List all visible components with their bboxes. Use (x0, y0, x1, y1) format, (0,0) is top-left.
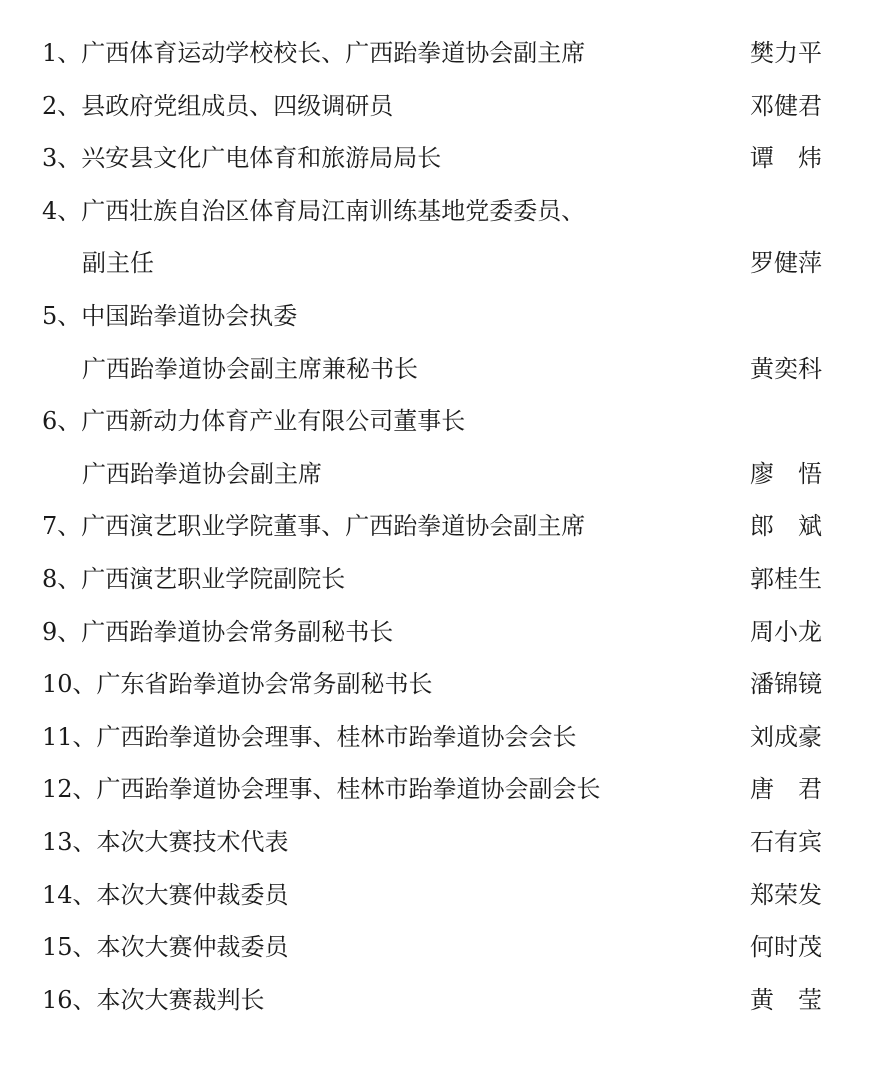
list-row-7 (0, 500, 875, 553)
list-row-4-continued (0, 237, 875, 290)
list-row-11 (0, 711, 875, 764)
entry-title: 16、本次大赛裁判长 (42, 985, 265, 1014)
list-row-14 (0, 869, 875, 922)
entry-title: 3、兴安县文化广电体育和旅游局局长 (42, 144, 442, 173)
list-row-1 (0, 27, 875, 80)
entry-title-continued: 副主任 (82, 249, 154, 278)
entry-title: 15、本次大赛仲裁委员 (42, 933, 289, 962)
entry-title: 2、县政府党组成员、四级调研员 (42, 91, 394, 120)
entry-title: 6、广西新动力体育产业有限公司董事长 (42, 407, 466, 436)
entry-name: 唐 君 (750, 775, 822, 804)
entry-name: 何时茂 (750, 933, 822, 962)
entry-name: 郑荣发 (750, 880, 822, 909)
list-row-4 (0, 185, 875, 238)
list-row-6-continued (0, 448, 875, 501)
entry-title: 8、广西演艺职业学院副院长 (42, 564, 346, 593)
entry-name: 罗健萍 (750, 249, 822, 278)
entry-title-continued: 广西跆拳道协会副主席 (82, 459, 322, 488)
list-row-15 (0, 921, 875, 974)
entry-name: 廖 悟 (750, 459, 822, 488)
entry-name: 邓健君 (750, 91, 822, 120)
entry-title: 9、广西跆拳道协会常务副秘书长 (42, 617, 394, 646)
list-row-2 (0, 80, 875, 133)
entry-name: 樊力平 (750, 39, 822, 67)
entry-name: 黄 莹 (750, 985, 822, 1014)
list-row-12 (0, 763, 875, 816)
entry-title-continued: 广西跆拳道协会副主席兼秘书长 (82, 354, 418, 383)
entry-name: 石有宾 (750, 827, 822, 856)
entry-name: 周小龙 (750, 617, 822, 646)
list-row-3 (0, 132, 875, 185)
entry-title: 11、广西跆拳道协会理事、桂林市跆拳道协会会长 (42, 722, 577, 751)
entry-title: 7、广西演艺职业学院董事、广西跆拳道协会副主席 (42, 512, 586, 541)
list-row-16 (0, 974, 875, 1027)
list-row-6 (0, 395, 875, 448)
entry-name: 郭桂生 (750, 564, 822, 593)
entry-name: 刘成豪 (750, 722, 822, 751)
list-row-9 (0, 606, 875, 659)
entry-name: 潘锦镜 (750, 670, 822, 699)
list-row-8 (0, 553, 875, 606)
list-row-10 (0, 658, 875, 711)
entry-title: 10、广东省跆拳道协会常务副秘书长 (42, 670, 433, 699)
entry-title: 13、本次大赛技术代表 (42, 827, 289, 856)
list-row-5 (0, 290, 875, 343)
entry-title: 14、本次大赛仲裁委员 (42, 880, 289, 909)
entry-name: 黄奕科 (750, 354, 822, 383)
guest-list (0, 27, 875, 1026)
list-row-5-continued (0, 343, 875, 396)
list-row-13 (0, 816, 875, 869)
entry-title: 1、广西体育运动学校校长、广西跆拳道协会副主席 (42, 39, 586, 67)
entry-name: 郎 斌 (750, 512, 822, 541)
entry-title: 4、广西壮族自治区体育局江南训练基地党委委员、 (42, 196, 586, 225)
entry-title: 5、中国跆拳道协会执委 (42, 301, 298, 330)
entry-name: 谭 炜 (750, 144, 822, 173)
entry-title: 12、广西跆拳道协会理事、桂林市跆拳道协会副会长 (42, 775, 601, 804)
